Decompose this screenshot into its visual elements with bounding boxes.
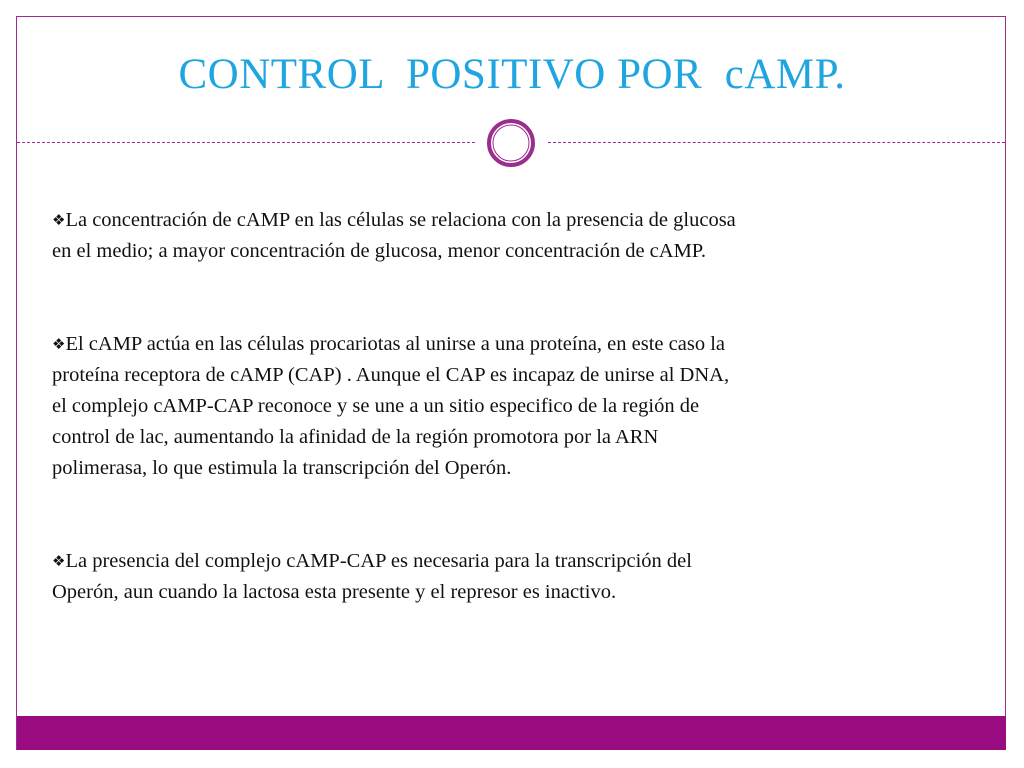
bullet-text: El cAMP actúa en las células procariotas al unirse a una proteína, en este caso la proteína receptora de cAMP (CAP) . Aunque el CAP es incapaz de unirse al DNA, el complejo cAMP-CAP reconoce y se une a un sitio especifico de la región de control de lac, aumentando la afinidad de la región promotora por la ARN polimerasa, lo que estimula la transcripción del Operón. <box>52 333 730 479</box>
bullet-paragraph <box>52 205 1002 267</box>
slide-content <box>52 205 1002 670</box>
bullet-paragraph <box>52 329 1002 484</box>
title-divider-right <box>548 142 1005 143</box>
bullet-text: La presencia del complejo cAMP-CAP es necesaria para la transcripción del Operón, aun cuando la lactosa esta presente y el represor es inactivo. <box>52 550 692 603</box>
bullet-text: La concentración de cAMP en las células se relaciona con la presencia de glucosa en el medio; a mayor concentración de glucosa, menor concentración de cAMP. <box>52 209 736 262</box>
circle-ornament-icon <box>485 117 537 169</box>
title-divider-left <box>17 142 475 143</box>
footer-bar <box>17 716 1006 750</box>
diamond-bullet-icon: ❖ <box>52 552 66 570</box>
diamond-bullet-icon: ❖ <box>52 335 66 353</box>
diamond-bullet-icon: ❖ <box>52 211 66 229</box>
slide-title: CONTROL POSITIVO POR cAMP. <box>178 51 846 98</box>
bullet-paragraph <box>52 546 1002 608</box>
